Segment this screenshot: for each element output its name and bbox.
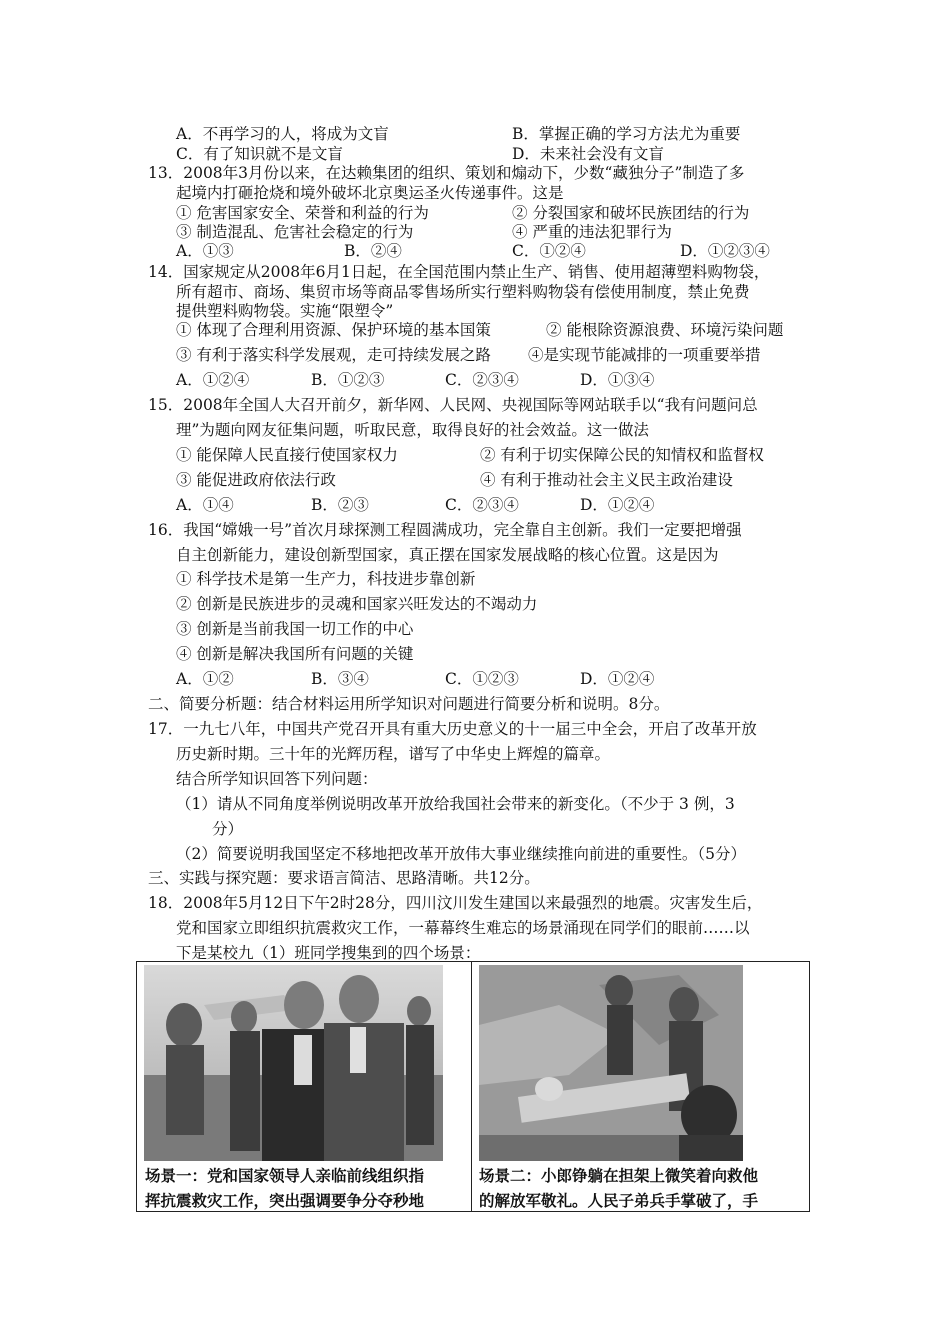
q16-option-a: A．①②	[176, 670, 234, 688]
scene-table	[136, 961, 810, 1212]
scene-table-divider	[471, 962, 472, 1211]
q12-option-d: D．未来社会没有文盲	[512, 145, 664, 163]
q16-stem-line2: 自主创新能力，建设创新型国家，真正摆在国家发展战略的核心位置。这是因为	[176, 546, 719, 564]
q13-stem-line1: 13．2008年3月份以来，在达赖集团的组织、策划和煽动下，少数“藏独分子”制造了多	[148, 164, 745, 182]
scene-1-caption-line1: 场景一：党和国家领导人亲临前线组织指	[145, 1167, 425, 1185]
q14-stem-line2: 所有超市、商场、集贸市场等商品零售场所实行塑料购物袋有偿使用制度，禁止免费	[176, 283, 750, 301]
q13-stem-line2: 起境内打砸抢烧和境外破坏北京奥运圣火传递事件。这是	[176, 184, 564, 202]
q16-stem-line1: 16．我国“嫦娥一号”首次月球探测工程圆满成功，完全靠自主创新。我们一定要把增强	[148, 521, 742, 539]
q15-option-a: A．①④	[176, 496, 234, 514]
q13-option-c: C．①②④	[512, 242, 586, 260]
q13-statement-2: ② 分裂国家和破坏民族团结的行为	[512, 204, 750, 222]
q16-option-b: B．③④	[311, 670, 369, 688]
q13-option-b: B．②④	[344, 242, 402, 260]
q12-option-c: C．有了知识就不是文盲	[176, 145, 343, 163]
scene-2-caption-line2: 的解放军敬礼。人民子弟兵手掌破了，手	[479, 1192, 759, 1210]
q18-stem-line2: 党和国家立即组织抗震救灾工作，一幕幕终生难忘的场景涌现在同学们的眼前……以	[176, 919, 750, 937]
scene-2-photo	[479, 965, 743, 1161]
q14-option-a: A．①②④	[176, 371, 250, 389]
q15-statement-4: ④ 有利于推动社会主义民主政治建设	[480, 471, 733, 489]
q16-statement-2: ② 创新是民族进步的灵魂和国家兴旺发达的不竭动力	[176, 595, 538, 613]
q14-statement-4: ④是实现节能减排的一项重要举措	[528, 346, 761, 364]
q13-statement-4: ④ 严重的违法犯罪行为	[512, 223, 672, 241]
q17-part1-line2: 分）	[212, 820, 244, 838]
q14-option-c: C．②③④	[445, 371, 519, 389]
q15-stem-line2: 理”为题向网友征集问题，听取民意，取得良好的社会效益。这一做法	[176, 421, 649, 439]
q16-option-c: C．①②③	[445, 670, 519, 688]
q18-stem-line1: 18．2008年5月12日下午2时28分，四川汶川发生建国以来最强烈的地震。灾害发生后，	[148, 894, 763, 912]
leaders-photo-illustration	[144, 965, 443, 1161]
q13-statement-3: ③ 制造混乱、危害社会稳定的行为	[176, 223, 414, 241]
q15-option-c: C．②③④	[445, 496, 519, 514]
q17-stem-line3: 结合所学知识回答下列问题：	[176, 770, 378, 788]
q16-option-d: D．①②④	[580, 670, 655, 688]
q14-statement-2: ② 能根除资源浪费、环境污染问题	[546, 321, 784, 339]
q16-statement-3: ③ 创新是当前我国一切工作的中心	[176, 620, 414, 638]
q12-option-b: B．掌握正确的学习方法尤为重要	[512, 125, 741, 143]
q15-statement-1: ① 能保障人民直接行使国家权力	[176, 446, 398, 464]
q14-option-d: D．①③④	[580, 371, 655, 389]
q17-part2: （2）简要说明我国坚定不移地把改革开放伟大事业继续推向前进的重要性。（5分）	[176, 845, 746, 863]
q14-statement-3: ③ 有利于落实科学发展观，走可持续发展之路	[176, 346, 491, 364]
q15-statement-2: ② 有利于切实保障公民的知情权和监督权	[480, 446, 764, 464]
q14-stem-line3: 提供塑料购物袋。实施“限塑令”	[176, 302, 394, 320]
section-3-heading: 三、实践与探究题：要求语言简洁、思路清晰。共12分。	[148, 869, 540, 887]
q17-part1-line1: （1）请从不同角度举例说明改革开放给我国社会带来的新变化。（不少于 3 例，3	[176, 795, 735, 813]
q14-option-b: B．①②③	[311, 371, 385, 389]
q17-stem-line2: 历史新时期。三十年的光辉历程，谱写了中华史上辉煌的篇章。	[176, 745, 611, 763]
q15-statement-3: ③ 能促进政府依法行政	[176, 471, 336, 489]
q15-option-b: B．②③	[311, 496, 369, 514]
q15-option-d: D．①②④	[580, 496, 655, 514]
q13-option-a: A．①③	[176, 242, 234, 260]
scene-2-caption-line1: 场景二：小郎铮躺在担架上微笑着向救他	[479, 1167, 759, 1185]
section-2-heading: 二、简要分析题：结合材料运用所学知识对问题进行简要分析和说明。8分。	[148, 695, 670, 713]
q14-stem-line1: 14．国家规定从2008年6月1日起，在全国范围内禁止生产、销售、使用超薄塑料购物袋，	[148, 263, 770, 281]
q13-option-d: D．①②③④	[680, 242, 770, 260]
scene-1-photo	[144, 965, 443, 1161]
q14-statement-1: ① 体现了合理利用资源、保护环境的基本国策	[176, 321, 491, 339]
q16-statement-4: ④ 创新是解决我国所有问题的关键	[176, 645, 414, 663]
q16-statement-1: ① 科学技术是第一生产力，科技进步靠创新	[176, 570, 476, 588]
q13-statement-1: ① 危害国家安全、荣誉和利益的行为	[176, 204, 429, 222]
q17-stem-line1: 17．一九七八年，中国共产党召开具有重大历史意义的十一届三中全会，开启了改革开放	[148, 720, 757, 738]
q18-stem-line3: 下是某校九（1）班同学搜集到的四个场景：	[176, 944, 481, 962]
scene-1-caption-line2: 挥抗震救灾工作，突出强调要争分夺秒地	[145, 1192, 425, 1210]
rescue-photo-illustration	[479, 965, 743, 1161]
q15-stem-line1: 15．2008年全国人大召开前夕，新华网、人民网、央视国际等网站联手以“我有问题问总	[148, 396, 758, 414]
q12-option-a: A．不再学习的人，将成为文盲	[176, 125, 389, 143]
